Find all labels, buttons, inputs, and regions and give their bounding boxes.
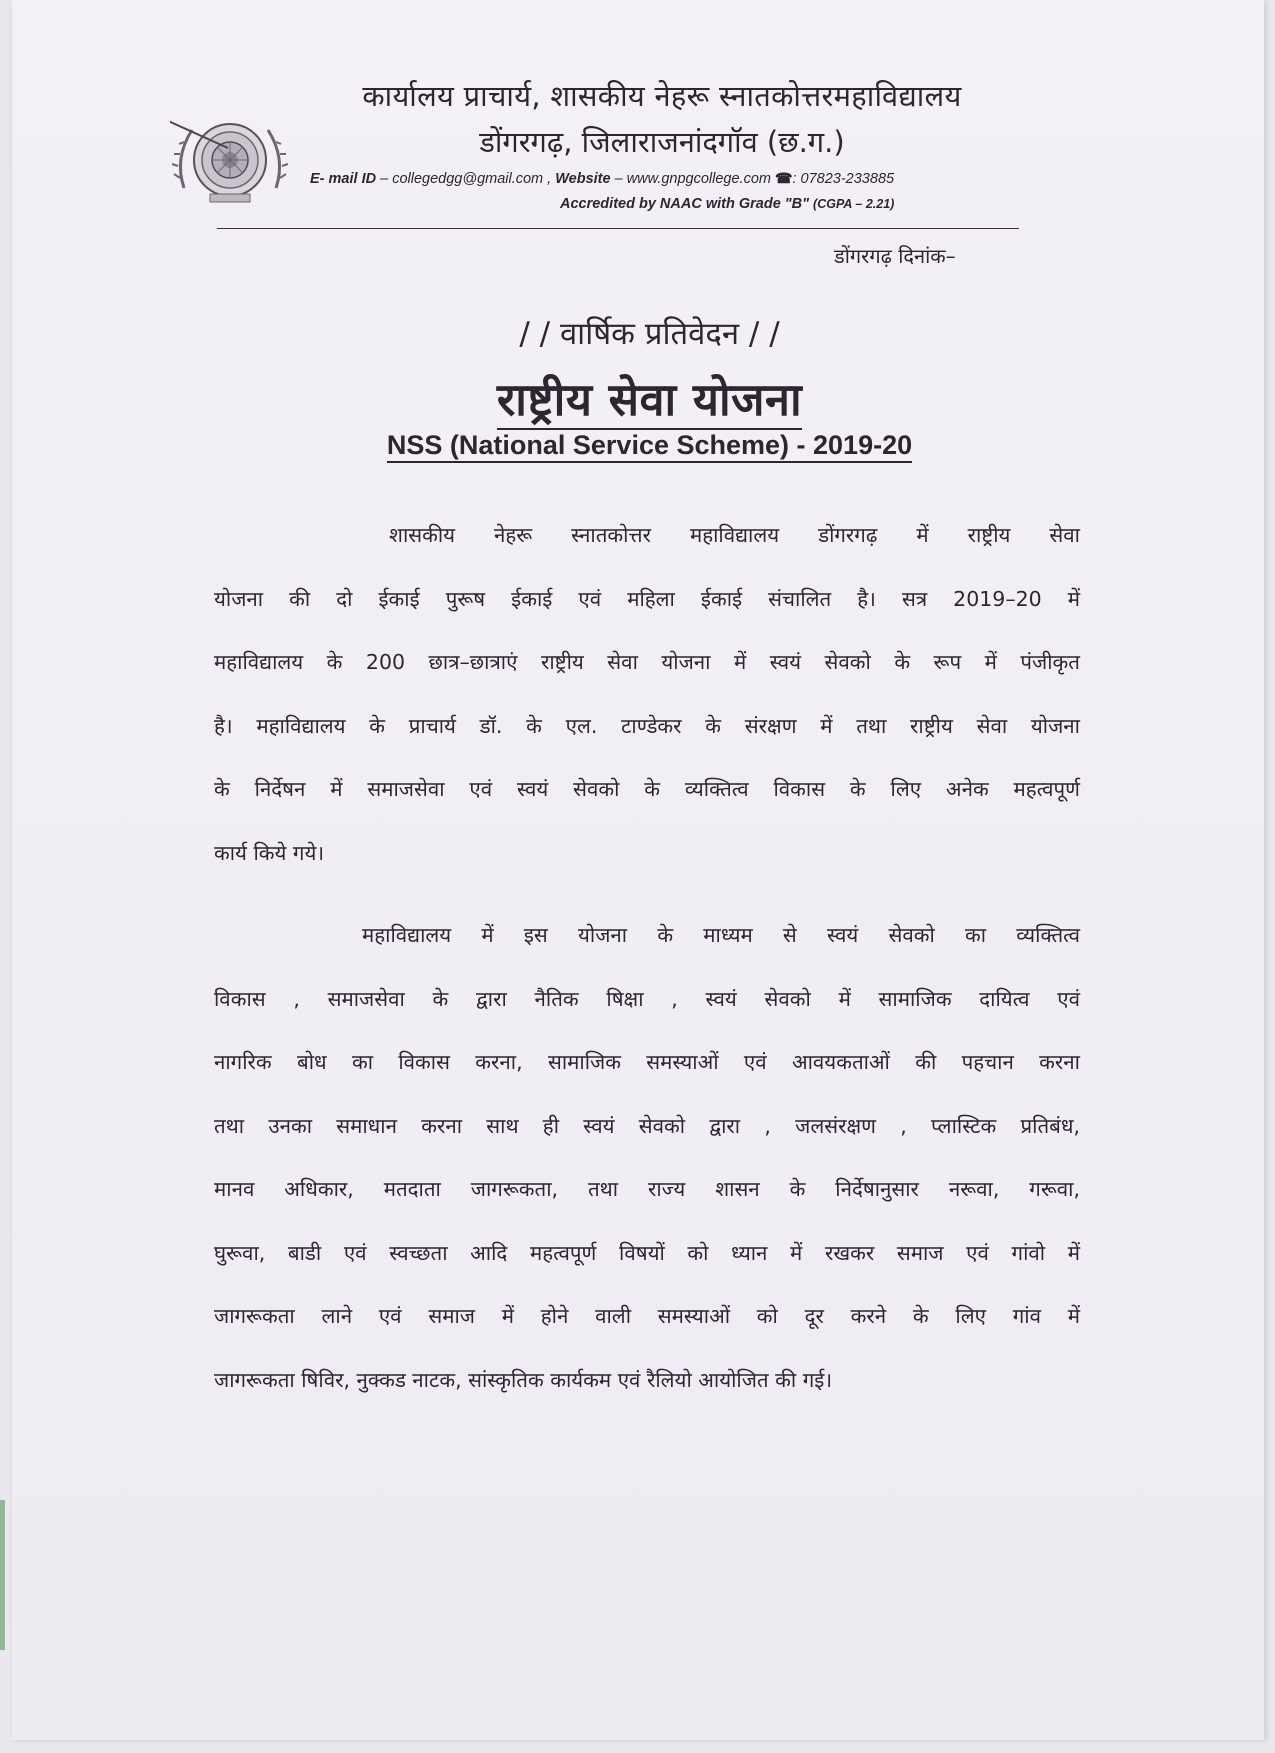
header-divider: [217, 228, 1019, 229]
sub-title-text: NSS (National Service Scheme) - 2019-20: [387, 430, 912, 463]
paragraph-line: घुरूवा, बाडी एवं स्वच्छता आदि महत्वपूर्ण विषयों को ध्यान में रखकर समाज एवं गांवो में: [214, 1240, 1080, 1265]
office-heading: कार्यालय प्राचार्य, शासकीय नेहरू स्नातकोत्तरमहाविद्यालय: [362, 79, 962, 113]
scan-margin: [0, 0, 12, 1753]
paragraph-line: शासकीय नेहरू स्नातकोत्तर महाविद्यालय डोंगरगढ़ में राष्ट्रीय सेवा: [389, 523, 1080, 547]
phone-number: 07823-233885: [800, 171, 895, 187]
website-label: Website: [555, 171, 611, 187]
paragraph-line: है। महाविद्यालय के प्राचार्य डॉ. के एल. टाण्डेकर के संरक्षण में तथा राष्ट्रीय सेवा योजना: [214, 713, 1080, 738]
paragraph-line: मानव अधिकार, मतदाता जागरूकता, तथा राज्य शासन के निर्देषानुसार नरूवा, गरूवा,: [214, 1177, 1080, 1201]
paragraph-line: जागरूकता षिविर, नुक्कड नाटक, सांस्कृतिक कार्यकम एवं रैलियो आयोजित की गई।: [214, 1367, 833, 1392]
paragraph-line: महाविद्यालय के 200 छात्र–छात्राएं राष्ट्रीय सेवा योजना में स्वयं सेवको के रूप में पंजीकृत: [214, 650, 1080, 674]
main-title-text: राष्ट्रीय सेवा योजना: [497, 373, 802, 430]
paragraph-line: कार्य किये गये।: [214, 840, 325, 865]
paragraph-line: के निर्देषन में समाजसेवा एवं स्वयं सेवको के व्यक्तित्व विकास के लिए अनेक महत्वपूर्ण: [214, 777, 1080, 801]
paragraph-line: महाविद्यालय में इस योजना के माध्यम से स्वयं सेवको का व्यक्तित्व: [362, 923, 1080, 947]
email-label: E- mail ID: [310, 171, 377, 187]
main-title: [312, 368, 987, 429]
paragraph-line: योजना की दो ईकाई पुरूष ईकाई एवं महिला ईकाई संचालित है। सत्र 2019–20 में: [214, 586, 1080, 611]
paragraph-intro: [214, 504, 1080, 885]
paragraph-activities: [214, 904, 1080, 1412]
email-address: collegedgg@gmail.com: [392, 171, 544, 187]
cgpa-text: (CGPA – 2.21): [813, 197, 895, 211]
contact-line: E- mail ID – collegedgg@gmail.com , Website – www.gnpgcollege.com ☎: 07823-233885: [310, 170, 895, 187]
sub-title: [312, 430, 987, 461]
date-line: डोंगरगढ़ दिनांक–: [834, 244, 956, 268]
phone-icon: ☎: [775, 170, 793, 186]
scan-edge-mark: [0, 1500, 5, 1650]
paragraph-line: जागरूकता लाने एवं समाज में होने वाली समस्याओं को दूर करने के लिए गांव में: [214, 1304, 1080, 1328]
paragraph-line: नागरिक बोध का विकास करना, सामाजिक समस्याओं एवं आवयकताओं की पहचान करना: [214, 1050, 1080, 1074]
accreditation-line: [560, 196, 980, 212]
paragraph-line: तथा उनका समाधान करना साथ ही स्वयं सेवको द्वारा , जलसंरक्षण , प्लास्टिक प्रतिबंध,: [214, 1113, 1080, 1138]
paragraph-line: विकास , समाजसेवा के द्वारा नैतिक षिक्षा , स्वयं सेवको में सामाजिक दायित्व एवं: [214, 986, 1080, 1011]
website-address: www.gnpgcollege.com: [626, 171, 771, 187]
accreditation-text: Accredited by NAAC with Grade "B": [560, 196, 810, 212]
report-title: / / वार्षिक प्रतिवेदन / /: [519, 316, 780, 352]
college-location: डोंगरगढ़, जिलाराजनांदगॉव (छ.ग.): [479, 125, 845, 159]
college-emblem-icon: [170, 108, 290, 206]
document-page: [12, 0, 1264, 1740]
